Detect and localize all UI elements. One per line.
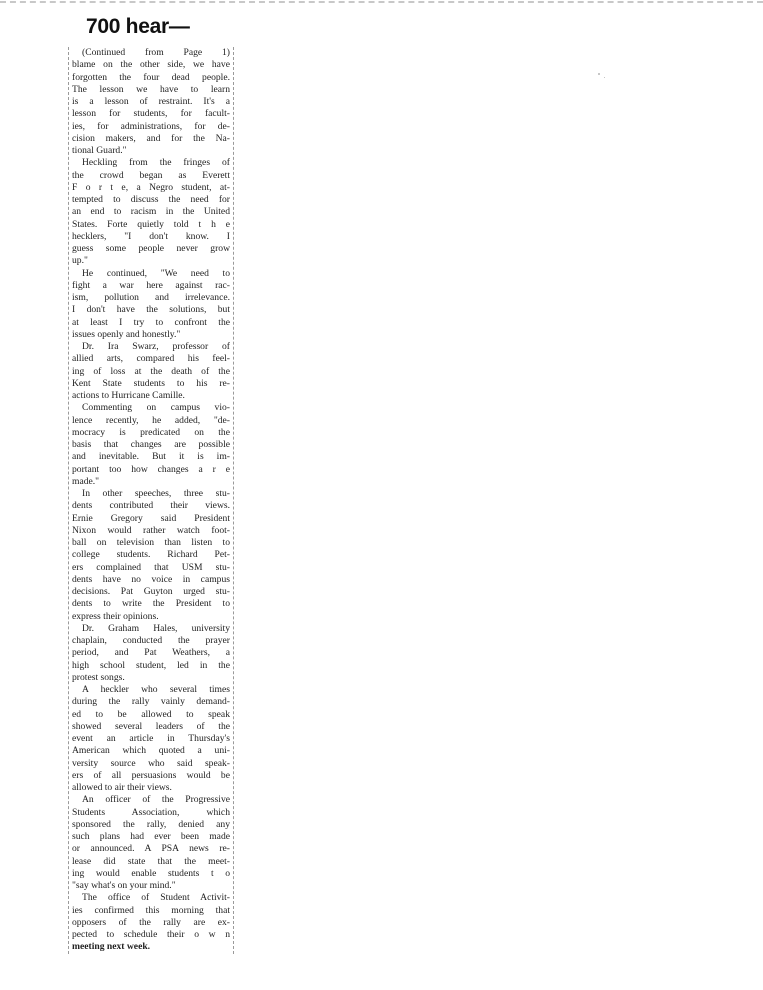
article-line: pected to schedule their o w n: [72, 929, 230, 940]
article-line: tempted to discuss the need for: [72, 194, 230, 205]
article-line: States. Forte quietly told t h e: [72, 218, 230, 230]
article-line: meeting next week.: [72, 941, 151, 953]
article-line: the crowd began as Everett: [72, 169, 230, 181]
article-line: hecklers, "I don't know. I: [72, 230, 230, 242]
article-line: decisions. Pat Guyton urged stu-: [72, 586, 230, 597]
article-line: In other speeches, three stu-: [82, 488, 230, 499]
article-line: lence recently, he added, "de-: [72, 414, 230, 426]
top-dashed-rule: [0, 1, 763, 3]
article-line: dents to write the President to: [72, 598, 230, 610]
article-line: opposers of the rally are ex-: [72, 916, 230, 928]
article-line: at least I try to confront the: [72, 316, 230, 328]
article-line: Commenting on campus vio-: [82, 402, 230, 414]
article-line: is a lesson of restraint. It's a: [72, 96, 230, 107]
article-line: ies confirmed this morning that: [72, 904, 230, 916]
article-line: issues openly and honestly.": [72, 328, 181, 340]
article-line: Dr. Ira Swarz, professor of: [82, 341, 230, 352]
article-line: ies, for administrations, for de-: [72, 120, 230, 132]
scan-speck: [604, 77, 605, 78]
scan-speck: [598, 73, 600, 75]
article-line: American which quoted a uni-: [72, 745, 230, 757]
article-line: A heckler who several times: [82, 684, 230, 695]
article-line: event an article in Thursday's: [72, 733, 230, 744]
news-article: [68, 14, 234, 954]
article-line: Dr. Graham Hales, university: [82, 622, 230, 634]
article-line: express their opinions.: [72, 610, 159, 622]
article-line: ball on television than listen to: [72, 537, 230, 548]
article-line: made.": [72, 475, 100, 487]
article-line: protest songs.: [72, 671, 125, 683]
article-line: such plans had ever been made: [72, 831, 230, 842]
article-line: showed several leaders of the: [72, 720, 230, 732]
article-line: period, and Pat Weathers, a: [72, 647, 230, 659]
article-line: forgotten the four dead people.: [72, 71, 230, 83]
article-line: Kent State students to his re-: [72, 377, 230, 389]
article-line: and inevitable. But it is im-: [72, 451, 230, 463]
article-line: allied arts, compared his feel-: [72, 353, 230, 365]
article-line: ers complained that USM stu-: [72, 561, 230, 573]
article-line: or announced. A PSA news re-: [72, 843, 230, 855]
article-line: An officer of the Progressive: [82, 794, 230, 806]
article-line: guess some people never grow: [72, 243, 230, 254]
article-line: dents have no voice in campus: [72, 573, 230, 585]
article-line: "say what's on your mind.": [72, 880, 176, 891]
article-line: ing of loss at the death of the: [72, 365, 230, 377]
article-line: I don't have the solutions, but: [72, 304, 230, 316]
article-line: basis that changes are possible: [72, 439, 230, 450]
article-line: cision makers, and for the Na-: [72, 132, 230, 144]
article-line: ism, pollution and irrelevance.: [72, 292, 230, 303]
article-line: The lesson we have to learn: [72, 83, 230, 95]
article-line: The office of Student Activit-: [82, 892, 230, 904]
article-line: tional Guard.": [72, 145, 127, 156]
article-line: ed to be allowed to speak: [72, 708, 230, 720]
article-line: ing would enable students t o: [72, 867, 230, 879]
article-line: chaplain, conducted the prayer: [72, 635, 230, 646]
article-line: Nixon would rather watch foot-: [72, 524, 230, 536]
article-line: Ernie Gregory said President: [72, 512, 230, 524]
article-line: lesson for students, for facult-: [72, 108, 230, 120]
article-line: lease did state that the meet-: [72, 855, 230, 867]
article-line: F o r t e, a Negro student, at-: [72, 181, 230, 193]
article-line: dents contributed their views.: [72, 500, 230, 512]
article-line: versity source who said speak-: [72, 757, 230, 769]
article-body: [68, 47, 234, 954]
article-line: up.": [72, 255, 88, 267]
article-headline: 700 hear—: [86, 15, 190, 38]
article-line: Students Association, which: [72, 806, 230, 818]
article-line: mocracy is predicated on the: [72, 426, 230, 438]
article-line: (Continued from Page 1): [82, 47, 230, 58]
article-line: an end to racism in the United: [72, 206, 230, 218]
article-line: ers of all persuasions would be: [72, 769, 230, 781]
article-line: college students. Richard Pet-: [72, 549, 230, 561]
article-line: blame on the other side, we have: [72, 59, 230, 71]
article-line: allowed to air their views.: [72, 782, 172, 793]
article-line: high school student, led in the: [72, 659, 230, 671]
article-line: during the rally vainly demand-: [72, 696, 230, 708]
article-line: actions to Hurricane Camille.: [72, 390, 185, 401]
article-line: sponsored the rally, denied any: [72, 818, 230, 830]
article-line: He continued, "We need to: [82, 267, 230, 279]
article-line: Heckling from the fringes of: [82, 157, 230, 169]
article-line: portant too how changes a r e: [72, 463, 230, 475]
article-line: fight a war here against rac-: [72, 279, 230, 291]
